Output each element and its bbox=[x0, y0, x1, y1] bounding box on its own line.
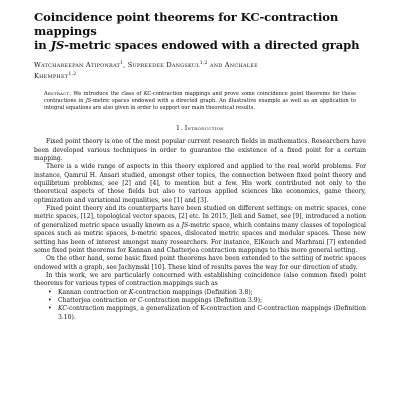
list-item-text-b: -contraction mappings (Definition 3.9); bbox=[142, 296, 262, 304]
paragraph-3 bbox=[34, 205, 366, 255]
author-3-affil: 1,2 bbox=[68, 72, 77, 78]
paragraph-3-italic-1: JS bbox=[181, 221, 189, 229]
list-item-text-b: -contraction mappings, a generalization of K-contraction and C-contraction mappings (Definition 3.10). bbox=[58, 305, 366, 321]
abstract-italic-1: KC bbox=[143, 91, 152, 98]
abstract-label: Abstract. bbox=[44, 91, 72, 98]
abstract-italic-2: JS bbox=[85, 98, 92, 105]
paragraph-3-text-b: -metric space, which contains many classes of topological spaces such as metric spaces, bbox=[34, 221, 366, 238]
paragraph-2: There is a wide range of aspects in this theory explored and applied to the real world problems. For instance, Qamrul H. Ansari studied, amongst other topics, the connection between fixed point theory and equilibrium problems, see [2] and [4], to mention but a few. His work contributed not only to the theoretical aspects of those fields but also to various applied sciences like economics, game theory, optimization and variational inequalities, see [1] and [3]. bbox=[34, 163, 366, 204]
author-1-affil: 1 bbox=[120, 61, 124, 66]
list-item-italic: K bbox=[128, 288, 134, 296]
title-line-2-italic: JS bbox=[50, 38, 65, 52]
author-1: Watchareepan Atiponrat bbox=[34, 61, 121, 70]
title-line-2-prefix: in bbox=[34, 38, 51, 52]
paragraph-3-italic-2: b bbox=[131, 230, 136, 238]
bullet-icon: • bbox=[48, 305, 52, 313]
paragraph-5: In this work, we are particularly concerned with establishing coincidence (also common fixed) point theorems for various types of contraction mappings such as bbox=[34, 271, 366, 288]
contraction-type-list bbox=[34, 289, 366, 322]
bullet-icon: • bbox=[48, 296, 52, 304]
abstract bbox=[44, 91, 356, 112]
paper-title bbox=[34, 10, 366, 52]
title-line-1: Coincidence point theorems for KC-contraction mappings bbox=[34, 10, 339, 38]
list-item bbox=[34, 289, 366, 297]
list-item-italic: C bbox=[137, 296, 143, 304]
list-item bbox=[34, 305, 366, 322]
abstract-text-2: -contraction mappings and prove some coincidence point theorems for these contractions in bbox=[44, 91, 356, 105]
abstract-text-3: -metric spaces endowed with a directed graph. An illustrative example as well as an application to integral equations are also given in order to support our main theoretical results. bbox=[44, 98, 356, 112]
paragraph-1: Fixed point theory is one of the most popular current research fields in mathematics. Researchers have been developed various techniques in order to guarantee the existence of a fixed point for a certain mapping. bbox=[34, 138, 366, 163]
author-2: , Supreedee Dangskul bbox=[123, 61, 200, 70]
abstract-text-1: We introduce the class of bbox=[71, 91, 144, 98]
paragraph-4: On the other hand, some basic fixed point theorems have been extended to the setting of metric spaces endowed with a graph, see Jachymski [10]. These kind of results paves the way for our direction of study. bbox=[34, 255, 366, 271]
bullet-icon: • bbox=[48, 288, 52, 296]
list-item-text-a: Chatterjea contraction or bbox=[58, 296, 138, 304]
author-2-affil: 1,2 bbox=[199, 61, 208, 66]
title-line-2-suffix: -metric spaces endowed with a directed graph bbox=[64, 38, 360, 52]
paragraph-3-text-a: Fixed point theory and its counterparts have been studied on different settings: on metric spaces, cone metric spaces, [12], topological vector spaces, [2] etc. In 2015, Jleli and Samet, see [9], introduced a notion of generalized metric space usually known as a bbox=[34, 205, 366, 229]
author-and: and Anchalee bbox=[207, 61, 258, 70]
list-item-italic: KC bbox=[58, 305, 67, 313]
list-item-text-b: -contraction mappings (Definition 3.8); bbox=[133, 288, 253, 296]
author-3: Khemphet bbox=[34, 72, 69, 81]
paragraph-3-text-c: -metric spaces, dislocated metric spaces and modular spaces. These new setting has been of interest amongst many researchers. For instance, ElKouch and Marhrani [7] extended some fixed point theorems for Kannan and Chatterjea contraction mappings to this more general setting. bbox=[34, 230, 366, 254]
list-item-text-a: Kannan contraction or bbox=[58, 288, 129, 296]
author-list bbox=[34, 59, 366, 81]
section-heading-introduction: 1. Introduction bbox=[176, 125, 224, 133]
list-item bbox=[34, 297, 366, 305]
